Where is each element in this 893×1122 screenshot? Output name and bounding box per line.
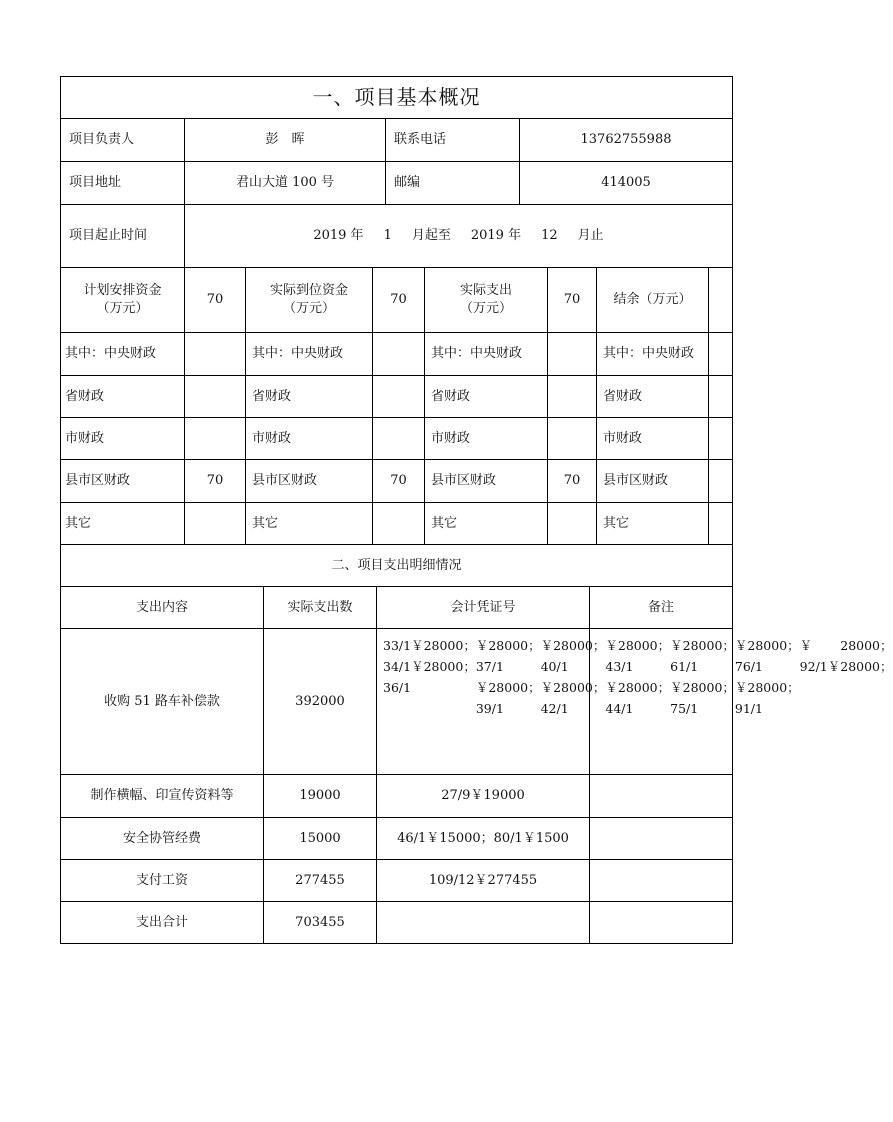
funds-row-value	[373, 418, 424, 459]
expense-amount: 15000	[299, 830, 341, 846]
funds-row-label: 省财政	[431, 388, 471, 404]
section1-title: 一、项目基本概况	[312, 85, 481, 109]
phone-label: 联系电话	[394, 132, 447, 148]
funds-row-label: 其它	[65, 515, 92, 531]
voucher-line: ￥28000； 40/1 ￥28000； 42/1	[540, 638, 606, 716]
actual-spend-unit: （万元）	[459, 301, 512, 316]
received-funds-unit: （万元）	[282, 301, 335, 316]
expense-note	[590, 818, 732, 859]
postcode-label: 邮编	[394, 175, 421, 191]
col-header-content: 支出内容	[135, 599, 188, 615]
funds-row-value	[373, 333, 424, 375]
funds-row-label: 其它	[252, 515, 279, 531]
funds-row-label: 省财政	[65, 388, 105, 404]
funds-row-value	[709, 503, 732, 544]
received-funds-value: 70	[390, 292, 407, 308]
funds-row-value	[373, 503, 424, 544]
expense-note	[590, 629, 732, 774]
received-funds-header	[246, 268, 372, 332]
funds-row-value: 70	[390, 473, 407, 489]
funds-row-value	[709, 376, 732, 417]
balance-header	[597, 268, 708, 332]
funds-row-value	[185, 333, 245, 375]
planned-funds-unit: （万元）	[96, 301, 149, 316]
planned-funds-value: 70	[206, 292, 224, 308]
funds-row-value: 70	[206, 473, 224, 489]
funds-row-label: 省财政	[252, 388, 292, 404]
funds-row-label: 其中：中央财政	[252, 346, 344, 362]
phone-value: 13762755988	[580, 132, 672, 148]
expense-voucher	[377, 629, 893, 774]
section2-title: 二、项目支出明细情况	[331, 557, 462, 573]
planned-funds-header	[61, 268, 184, 332]
actual-spend-value: 70	[563, 292, 581, 308]
received-funds-label: 实际到位资金	[269, 283, 348, 299]
planned-funds-label: 计划安排资金	[83, 283, 162, 299]
period-start-month: 1	[383, 228, 392, 244]
period-end-suffix: 月止	[577, 228, 604, 244]
funds-row-label: 其中：中央财政	[65, 346, 157, 362]
funds-row-value	[548, 333, 596, 375]
total-note	[590, 902, 732, 943]
line	[60, 943, 733, 944]
funds-row-label: 市财政	[252, 430, 292, 446]
expense-amount: 392000	[295, 693, 345, 709]
voucher-line: ￥28000； 76/1 ￥28000； 91/1	[734, 638, 800, 716]
funds-row-value	[185, 376, 245, 417]
funds-row-label: 其它	[603, 515, 630, 531]
funds-row-value	[709, 460, 732, 502]
leader-value: 彭 晖	[265, 132, 305, 148]
col-header-amount: 实际支出数	[287, 599, 353, 615]
funds-row-label: 其中：中央财政	[431, 346, 523, 362]
funds-row-value	[709, 333, 732, 375]
address-label: 项目地址	[69, 175, 122, 191]
period-label: 项目起止时间	[69, 228, 148, 244]
expense-voucher: 27/9￥19000	[441, 788, 525, 804]
expense-content: 制作横幅、印宣传资料等	[90, 788, 234, 804]
expense-amount: 277455	[295, 872, 345, 888]
funds-row-label: 县市区财政	[603, 473, 669, 489]
period-end-month: 12	[541, 228, 558, 244]
postcode-value: 414005	[601, 175, 651, 191]
voucher-line: ￥28000； 61/1 ￥28000； 75/1	[670, 638, 735, 716]
funds-row-value	[548, 503, 596, 544]
funds-row-label: 市财政	[65, 430, 105, 446]
expense-voucher: 109/12￥277455	[428, 872, 538, 888]
voucher-line: ￥28000； 37/1 ￥28000； 39/1	[475, 638, 541, 716]
funds-row-value: 70	[563, 473, 581, 489]
voucher-line: 33/1￥28000；34/1￥28000；36/1	[383, 638, 476, 695]
expense-voucher: 46/1￥15000；80/1￥1500	[397, 830, 569, 846]
funds-row-label: 市财政	[603, 430, 643, 446]
total-label: 支出合计	[135, 914, 188, 930]
total-amount: 703455	[295, 914, 345, 930]
period-start-suffix: 月起至	[411, 228, 451, 244]
funds-row-label: 市财政	[431, 430, 471, 446]
col-header-note: 备注	[647, 599, 674, 615]
expense-note	[590, 860, 732, 901]
voucher-line: ￥28000；92/1￥28000；	[799, 638, 893, 674]
funds-row-value	[548, 418, 596, 459]
funds-row-value	[185, 503, 245, 544]
actual-spend-header	[425, 268, 547, 332]
border-right	[732, 76, 733, 943]
expense-content: 收购 51 路车补偿款	[104, 693, 220, 709]
period-value	[185, 205, 732, 267]
funds-row-label: 其它	[431, 515, 458, 531]
funds-row-value	[185, 418, 245, 459]
actual-spend-label: 实际支出	[459, 283, 512, 299]
funds-row-value	[548, 376, 596, 417]
funds-row-label: 县市区财政	[431, 473, 497, 489]
funds-row-value	[373, 376, 424, 417]
expense-amount: 19000	[299, 788, 341, 804]
leader-label: 项目负责人	[69, 132, 135, 148]
address-value: 君山大道 100 号	[235, 175, 335, 191]
funds-row-value	[709, 418, 732, 459]
expense-content: 安全协管经费	[122, 830, 201, 846]
funds-row-label: 县市区财政	[65, 473, 131, 489]
period-end-year: 2019 年	[470, 228, 522, 244]
balance-value	[709, 268, 732, 332]
total-voucher	[377, 902, 589, 943]
expense-note	[590, 775, 732, 817]
funds-row-label: 省财政	[603, 388, 643, 404]
col-header-voucher: 会计凭证号	[450, 599, 516, 615]
balance-label: 结余（万元）	[613, 292, 692, 308]
expense-content: 支付工资	[135, 872, 188, 888]
funds-row-label: 其中：中央财政	[603, 346, 695, 362]
period-start-year: 2019 年	[313, 228, 364, 244]
voucher-line: ￥28000； 43/1 ￥28000； 44/1	[605, 638, 671, 716]
funds-row-label: 县市区财政	[252, 473, 318, 489]
